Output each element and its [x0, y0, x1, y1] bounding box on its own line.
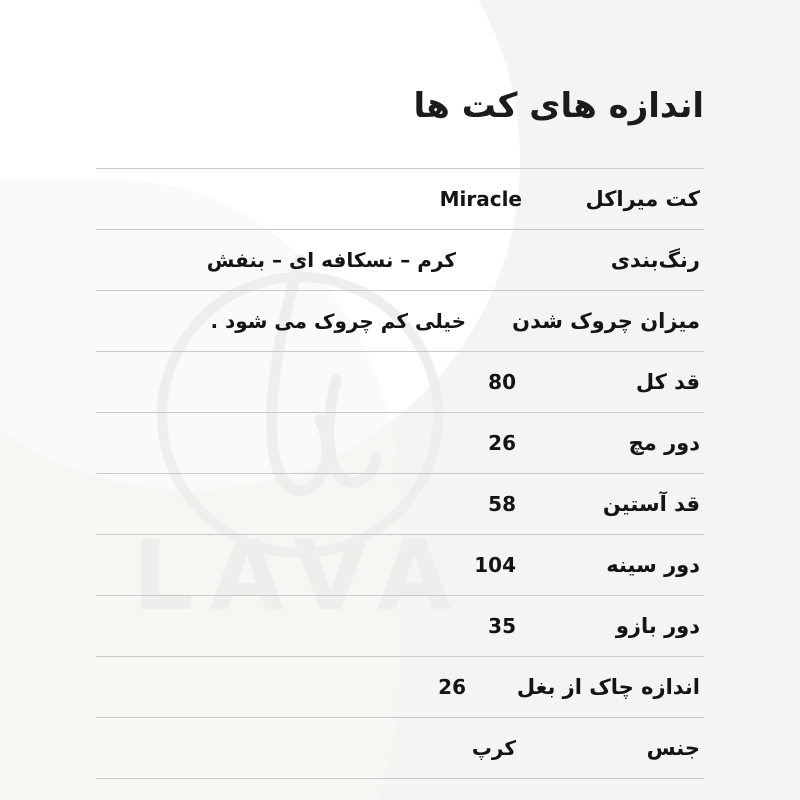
row-value: 104 — [474, 553, 516, 577]
row-label: قد کل — [635, 370, 700, 394]
table-row — [96, 596, 704, 657]
row-label: میزان چروک شدن — [512, 309, 700, 333]
table-row — [96, 352, 704, 413]
row-value: کرپ — [471, 736, 516, 760]
measurements-table — [96, 168, 704, 779]
row-value: خیلی کم چروک می شود . — [210, 309, 466, 333]
row-value: کرم – نسکافه ای – بنفش — [206, 248, 456, 272]
table-row — [96, 413, 704, 474]
page-title: اندازه های کت ها — [413, 86, 704, 126]
row-value: 26 — [488, 431, 516, 455]
row-label: جنس — [646, 736, 700, 760]
table-row — [96, 718, 704, 779]
row-label: اندازه چاک از بغل — [516, 675, 700, 699]
row-label: رنگ‌بندی — [610, 248, 700, 272]
row-label: دور مچ — [628, 431, 700, 455]
table-row — [96, 168, 704, 230]
row-label: دور سینه — [606, 553, 700, 577]
table-row — [96, 535, 704, 596]
row-value: 26 — [438, 675, 466, 699]
row-value: 58 — [488, 492, 516, 516]
row-label: دور بازو — [615, 614, 700, 638]
table-row — [96, 474, 704, 535]
row-label: قد آستین — [602, 492, 700, 516]
row-value: 35 — [488, 614, 516, 638]
row-value: Miracle — [439, 187, 522, 211]
table-row — [96, 230, 704, 291]
row-value: 80 — [488, 370, 516, 394]
table-row — [96, 657, 704, 718]
row-label: کت میراکل — [585, 187, 700, 211]
table-row — [96, 291, 704, 352]
watermark-text: LAVA — [132, 520, 468, 632]
